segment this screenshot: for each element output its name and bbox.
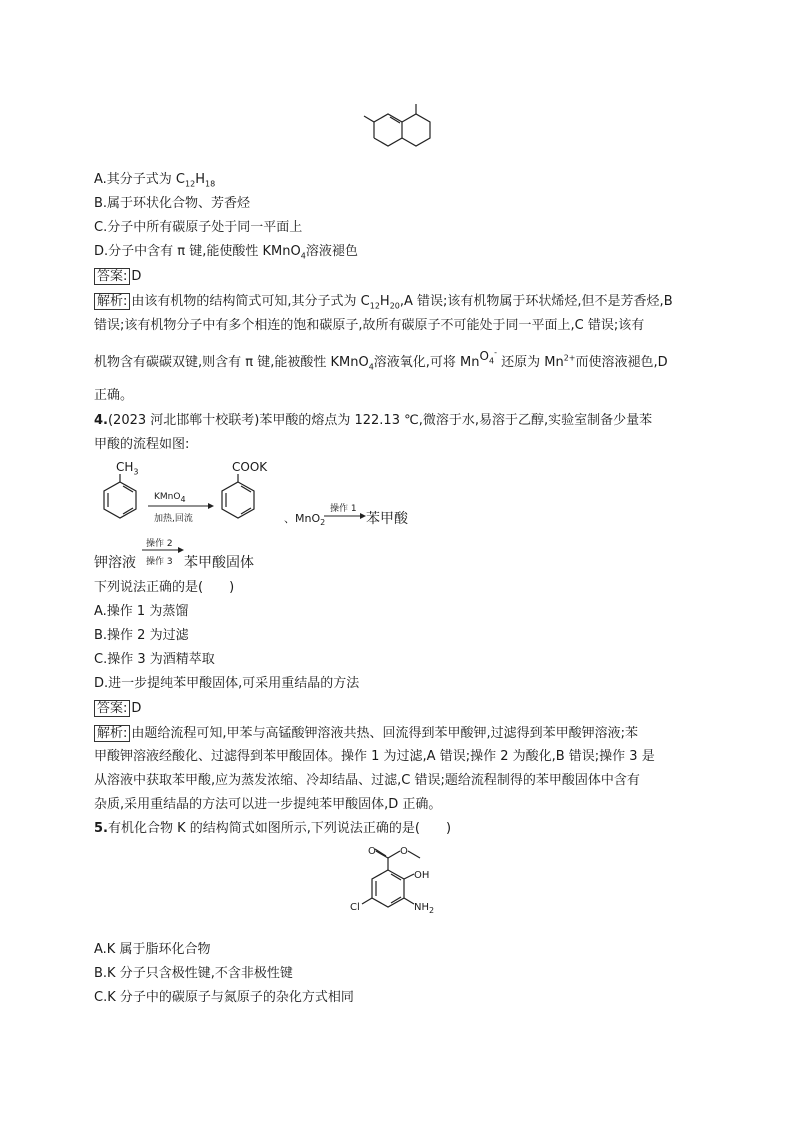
analysis-label: 解析: (94, 725, 130, 742)
q4-option-d: D.进一步提纯苯甲酸固体,可采用重结晶的方法 (94, 676, 360, 691)
cook-label: COOK (232, 460, 268, 474)
q4-analysis-line-2: 甲酸钾溶液经酸化、过滤得到苯甲酸固体。操作 1 为过滤,A 错误;操作 2 为酸化,B 错误;操作 3 是 (94, 749, 655, 764)
svg-text:O: O (400, 846, 408, 857)
svg-text:O: O (368, 846, 376, 857)
q3-analysis-line-2: 错误;该有机物分子中有多个相连的饱和碳原子,故所有碳原子不可能处于同一平面上,C 错误;该有 (94, 318, 645, 333)
oh-label: OH (414, 870, 430, 881)
nh2-label: $NH_2$ (414, 902, 435, 915)
q4-stem-line-1: 4.(2023 河北邯郸十校联考)苯甲酸的熔点为 122.13 ℃,微溶于水,易溶于乙醇,实验室制备少量苯 (94, 413, 653, 428)
product-benzoic-acid: 苯甲酸 (366, 511, 408, 527)
op3-label: 操作 3 (146, 557, 173, 567)
q5-option-c: C.K 分子中的碳原子与氮原子的杂化方式相同 (94, 990, 354, 1005)
solid-benzoic-acid: 苯甲酸固体 (184, 555, 254, 571)
q5-structure-diagram (346, 842, 456, 934)
q4-stem-line-2: 甲酸的流程如图: (94, 437, 190, 452)
q3-option-d: D.分子中含有 π 键,能使酸性 KMnO$_4$溶液褪色 (94, 244, 358, 261)
q5-option-a: A.K 属于脂环化合物 (94, 942, 211, 957)
cl-label: Cl (350, 902, 360, 913)
q3-option-b: B.属于环状化合物、芳香烃 (94, 196, 251, 211)
q4-analysis-line-4: 杂质,采用重结晶的方法可以进一步提纯苯甲酸固体,D 正确。 (94, 797, 442, 812)
q4-question: 下列说法正确的是( ) (94, 580, 235, 595)
reaction-arrow-3 (142, 546, 184, 554)
q3-option-a: A.其分子式为 $C_{12}H_{18}$ (94, 172, 216, 189)
q4-answer: 答案: D (94, 700, 141, 717)
q4-analysis-line-3: 从溶液中获取苯甲酸,应为蒸发浓缩、冷却结晶、过滤,C 错误;题给流程制得的苯甲酸固体中含有 (94, 773, 640, 788)
answer-label: 答案: (94, 268, 130, 285)
op1-label: 操作 1 (330, 504, 357, 514)
q5-stem: 5.有机化合物 K 的结构简式如图所示,下列说法正确的是( ) (94, 821, 452, 836)
q3-analysis-line-4: 正确。 (94, 388, 134, 403)
q3-analysis-line-1: 解析: 由该有机物的结构简式可知,其分子式为 $C_{12}H_{20},A$ 错误;该有机物属于环状烯烃,但不是芳香烃,B (94, 293, 673, 310)
q4-option-b: B.操作 2 为过滤 (94, 628, 189, 643)
q3-analysis-line-3: 机物含有碳碳双键,则含有 π 键,能被酸性 KMnO$_4$溶液氧化,可将 MnO$_4$- 还原为 $Mn^{2+}$而使溶液褪色,D (94, 348, 668, 372)
q4-analysis-line-1: 解析: 由题给流程可知,甲苯与高锰酸钾溶液共热、回流得到苯甲酸钾,过滤得到苯甲酸钾溶液;苯 (94, 725, 638, 742)
benzoate-ring (218, 474, 260, 526)
toluene-ch3-label: $CH_3$ (116, 460, 139, 477)
reagent-heat-reflux-label: 加热,回流 (154, 514, 193, 524)
q3-option-c: C.分子中所有碳原子处于同一平面上 (94, 220, 303, 235)
toluene-ring (100, 474, 142, 526)
reaction-arrow-2 (324, 512, 366, 520)
solution-label: 钾溶液 (94, 555, 136, 571)
q3-structure-diagram (360, 104, 450, 160)
reagent-kmno4-label: KMnO$_4$ (154, 492, 186, 504)
answer-label: 答案: (94, 700, 130, 717)
analysis-label: 解析: (94, 293, 130, 310)
q4-option-c: C.操作 3 为酒精萃取 (94, 652, 215, 667)
op2-label: 操作 2 (146, 539, 173, 549)
q4-option-a: A.操作 1 为蒸馏 (94, 604, 189, 619)
reaction-arrow-1 (148, 502, 214, 510)
q3-answer: 答案: D (94, 268, 141, 285)
mno2-label: 、MnO$_2$ (284, 512, 326, 528)
q5-option-b: B.K 分子只含极性键,不含非极性键 (94, 966, 293, 981)
